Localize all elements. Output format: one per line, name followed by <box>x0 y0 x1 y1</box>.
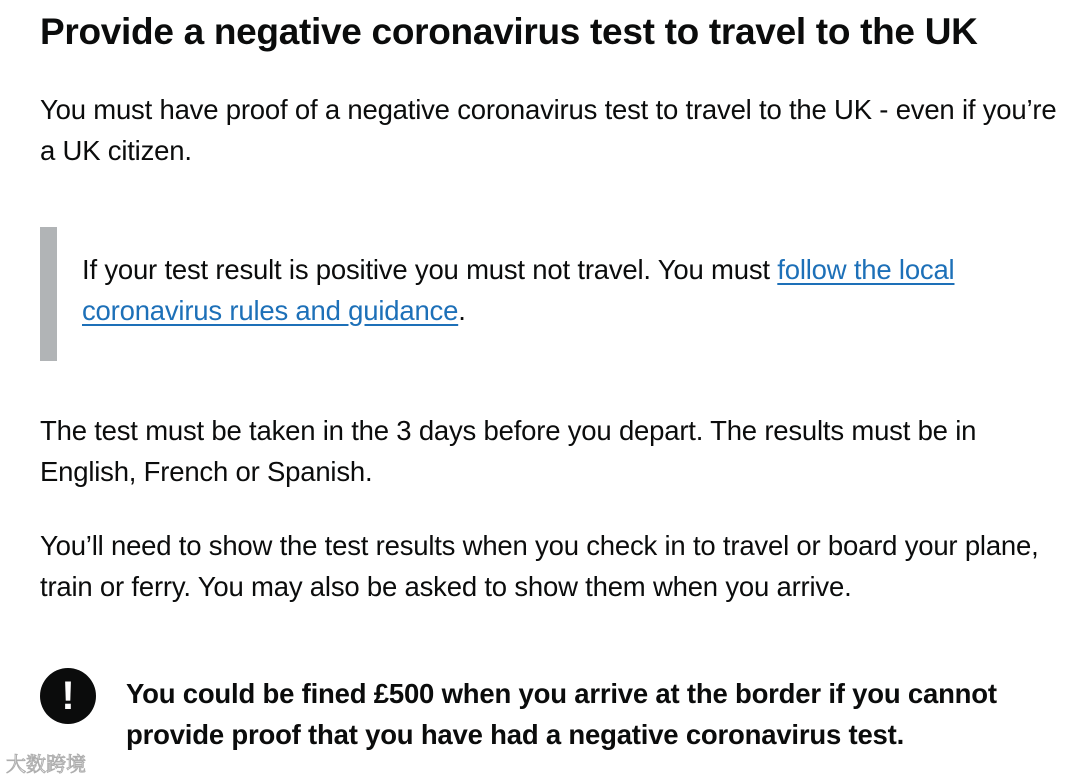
inset-paragraph <box>82 249 1070 331</box>
test-timing-paragraph: The test must be taken in the 3 days before you depart. The results must be in English, French or Spanish. <box>40 415 977 487</box>
inset-text-after-link: . <box>458 295 466 326</box>
page-title: Provide a negative coronavirus test to travel to the UK <box>40 11 978 52</box>
show-results-paragraph: You’ll need to show the test results when you check in to travel or board your plane, train or ferry. You may also be asked to show them when you arrive. <box>40 530 1039 602</box>
main-content <box>40 8 1070 750</box>
inset-text-before-link: If your test result is positive you must not travel. You must <box>82 254 778 285</box>
intro-paragraph: You must have proof of a negative coronavirus test to travel to the UK - even if you’re a UK citizen. <box>40 94 1057 166</box>
warning-text: You could be fined £500 when you arrive at the border if you cannot provide proof that you have had a negative coronavirus test. <box>126 678 997 750</box>
watermark-logo: 大数跨境 <box>6 752 86 776</box>
inset-text <box>40 227 1070 361</box>
exclamation-icon: ! <box>40 668 96 724</box>
local-rules-link[interactable]: follow the local coronavirus rules and guidance <box>82 254 955 326</box>
